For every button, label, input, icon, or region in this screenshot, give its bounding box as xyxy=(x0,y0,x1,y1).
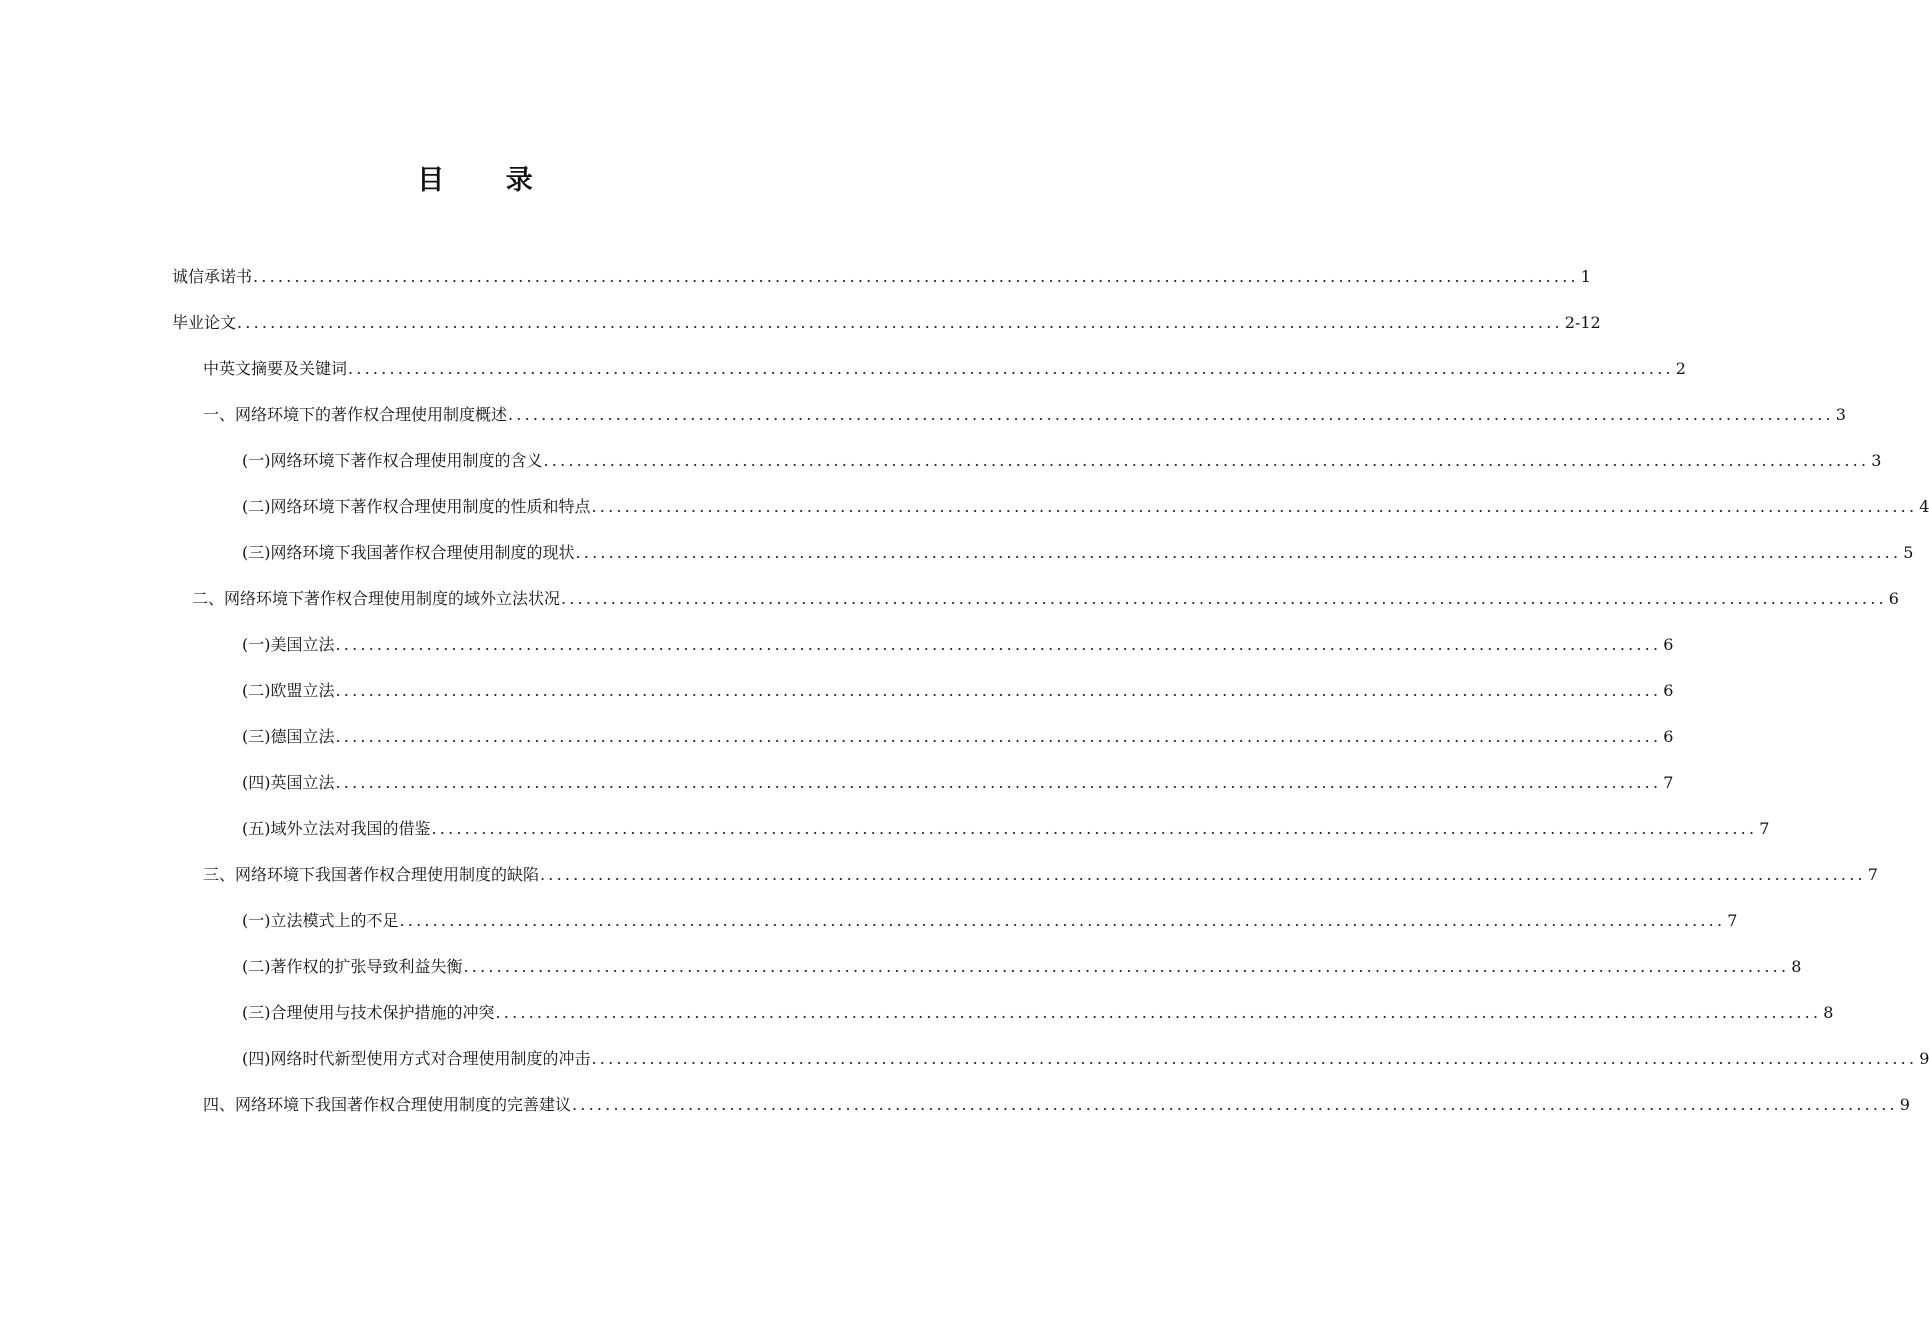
toc-entry[interactable] xyxy=(242,540,1914,564)
toc-entry[interactable] xyxy=(203,356,1686,380)
toc-entry[interactable] xyxy=(242,448,1882,472)
dot-leader: ................................................................................................................................................................ xyxy=(495,1003,1822,1022)
toc-entry[interactable] xyxy=(242,1046,1929,1070)
toc-entry-text: (二)著作权的扩张导致利益失衡 xyxy=(242,957,463,976)
dot-leader: ................................................................................................................................................................ xyxy=(335,681,1662,700)
toc-entry[interactable] xyxy=(242,632,1674,656)
toc-entry-text: (四)英国立法 xyxy=(242,773,335,792)
toc-entry-text: (一)立法模式上的不足 xyxy=(242,911,399,930)
toc-entry-page: 6 xyxy=(1663,635,1674,654)
toc-entry[interactable] xyxy=(242,954,1802,978)
table-of-contents xyxy=(0,264,1929,1124)
toc-entry-text: 毕业论文 xyxy=(172,313,237,332)
toc-entry-page: 7 xyxy=(1727,911,1738,930)
dot-leader: ................................................................................................................................................................ xyxy=(575,543,1902,562)
dot-leader: ................................................................................................................................................................ xyxy=(561,589,1887,608)
toc-entry[interactable] xyxy=(242,770,1674,794)
toc-entry-text: (二)欧盟立法 xyxy=(242,681,335,700)
toc-entry-text: (二)网络环境下著作权合理使用制度的性质和特点 xyxy=(242,497,591,516)
toc-entry-page: 8 xyxy=(1823,1003,1834,1022)
toc-entry-page: 2 xyxy=(1675,359,1686,378)
toc-entry[interactable] xyxy=(203,862,1878,886)
dot-leader: ................................................................................................................................................................ xyxy=(543,451,1870,470)
toc-entry-page: 5 xyxy=(1903,543,1914,562)
toc-entry[interactable] xyxy=(203,402,1846,426)
toc-entry-page: 3 xyxy=(1835,405,1846,424)
dot-leader: ................................................................................................................................................................ xyxy=(463,957,1790,976)
toc-entry-text: (五)域外立法对我国的借鉴 xyxy=(242,819,431,838)
toc-entry-page: 6 xyxy=(1663,727,1674,746)
toc-entry[interactable] xyxy=(203,1092,1910,1116)
dot-leader: ................................................................................................................................................................ xyxy=(335,635,1662,654)
toc-entry-page: 9 xyxy=(1919,1049,1929,1068)
toc-entry-page: 7 xyxy=(1867,865,1878,884)
toc-entry-text: (三)合理使用与技术保护措施的冲突 xyxy=(242,1003,495,1022)
toc-entry-text: (一)美国立法 xyxy=(242,635,335,654)
toc-entry-page: 2-12 xyxy=(1564,313,1601,332)
toc-entry[interactable] xyxy=(172,264,1591,288)
dot-leader: ................................................................................................................................................................ xyxy=(335,773,1662,792)
dot-leader: ................................................................................................................................................................ xyxy=(431,819,1758,838)
toc-entry-text: (三)德国立法 xyxy=(242,727,335,746)
toc-entry-text: 四、网络环境下我国著作权合理使用制度的完善建议 xyxy=(203,1095,572,1114)
toc-entry-text: 三、网络环境下我国著作权合理使用制度的缺陷 xyxy=(203,865,540,884)
toc-entry[interactable] xyxy=(242,494,1929,518)
dot-leader: ................................................................................................................................................................ xyxy=(508,405,1834,424)
toc-entry-page: 7 xyxy=(1663,773,1674,792)
dot-leader: ................................................................................................................................................................ xyxy=(237,313,1563,332)
page-title: 目 录 xyxy=(417,165,559,196)
toc-entry[interactable] xyxy=(172,310,1601,334)
toc-entry-page: 9 xyxy=(1899,1095,1910,1114)
dot-leader: ................................................................................................................................................................ xyxy=(335,727,1662,746)
dot-leader: ................................................................................................................................................................ xyxy=(591,497,1918,516)
toc-entry[interactable] xyxy=(242,678,1674,702)
toc-entry[interactable] xyxy=(242,908,1738,932)
toc-entry-page: 6 xyxy=(1888,589,1899,608)
toc-entry-text: (四)网络时代新型使用方式对合理使用制度的冲击 xyxy=(242,1049,591,1068)
dot-leader: ................................................................................................................................................................ xyxy=(572,1095,1898,1114)
toc-entry[interactable] xyxy=(192,586,1899,610)
toc-entry-page: 1 xyxy=(1580,267,1591,286)
dot-leader: ................................................................................................................................................................ xyxy=(253,267,1579,286)
toc-entry-page: 6 xyxy=(1663,681,1674,700)
toc-entry-page: 3 xyxy=(1871,451,1882,470)
toc-entry-page: 8 xyxy=(1791,957,1802,976)
toc-entry-text: (三)网络环境下我国著作权合理使用制度的现状 xyxy=(242,543,575,562)
dot-leader: ................................................................................................................................................................ xyxy=(399,911,1726,930)
dot-leader: ................................................................................................................................................................ xyxy=(348,359,1674,378)
toc-entry[interactable] xyxy=(242,1000,1834,1024)
dot-leader: ................................................................................................................................................................ xyxy=(591,1049,1918,1068)
toc-entry-text: 一、网络环境下的著作权合理使用制度概述 xyxy=(203,405,508,424)
toc-entry-text: (一)网络环境下著作权合理使用制度的含义 xyxy=(242,451,543,470)
toc-entry[interactable] xyxy=(242,816,1770,840)
dot-leader: ................................................................................................................................................................ xyxy=(540,865,1866,884)
toc-entry-text: 诚信承诺书 xyxy=(172,267,253,286)
toc-entry-page: 7 xyxy=(1759,819,1770,838)
toc-entry[interactable] xyxy=(242,724,1674,748)
toc-entry-page: 4 xyxy=(1919,497,1929,516)
toc-entry-text: 中英文摘要及关键词 xyxy=(203,359,348,378)
toc-entry-text: 二、网络环境下著作权合理使用制度的域外立法状况 xyxy=(192,589,561,608)
